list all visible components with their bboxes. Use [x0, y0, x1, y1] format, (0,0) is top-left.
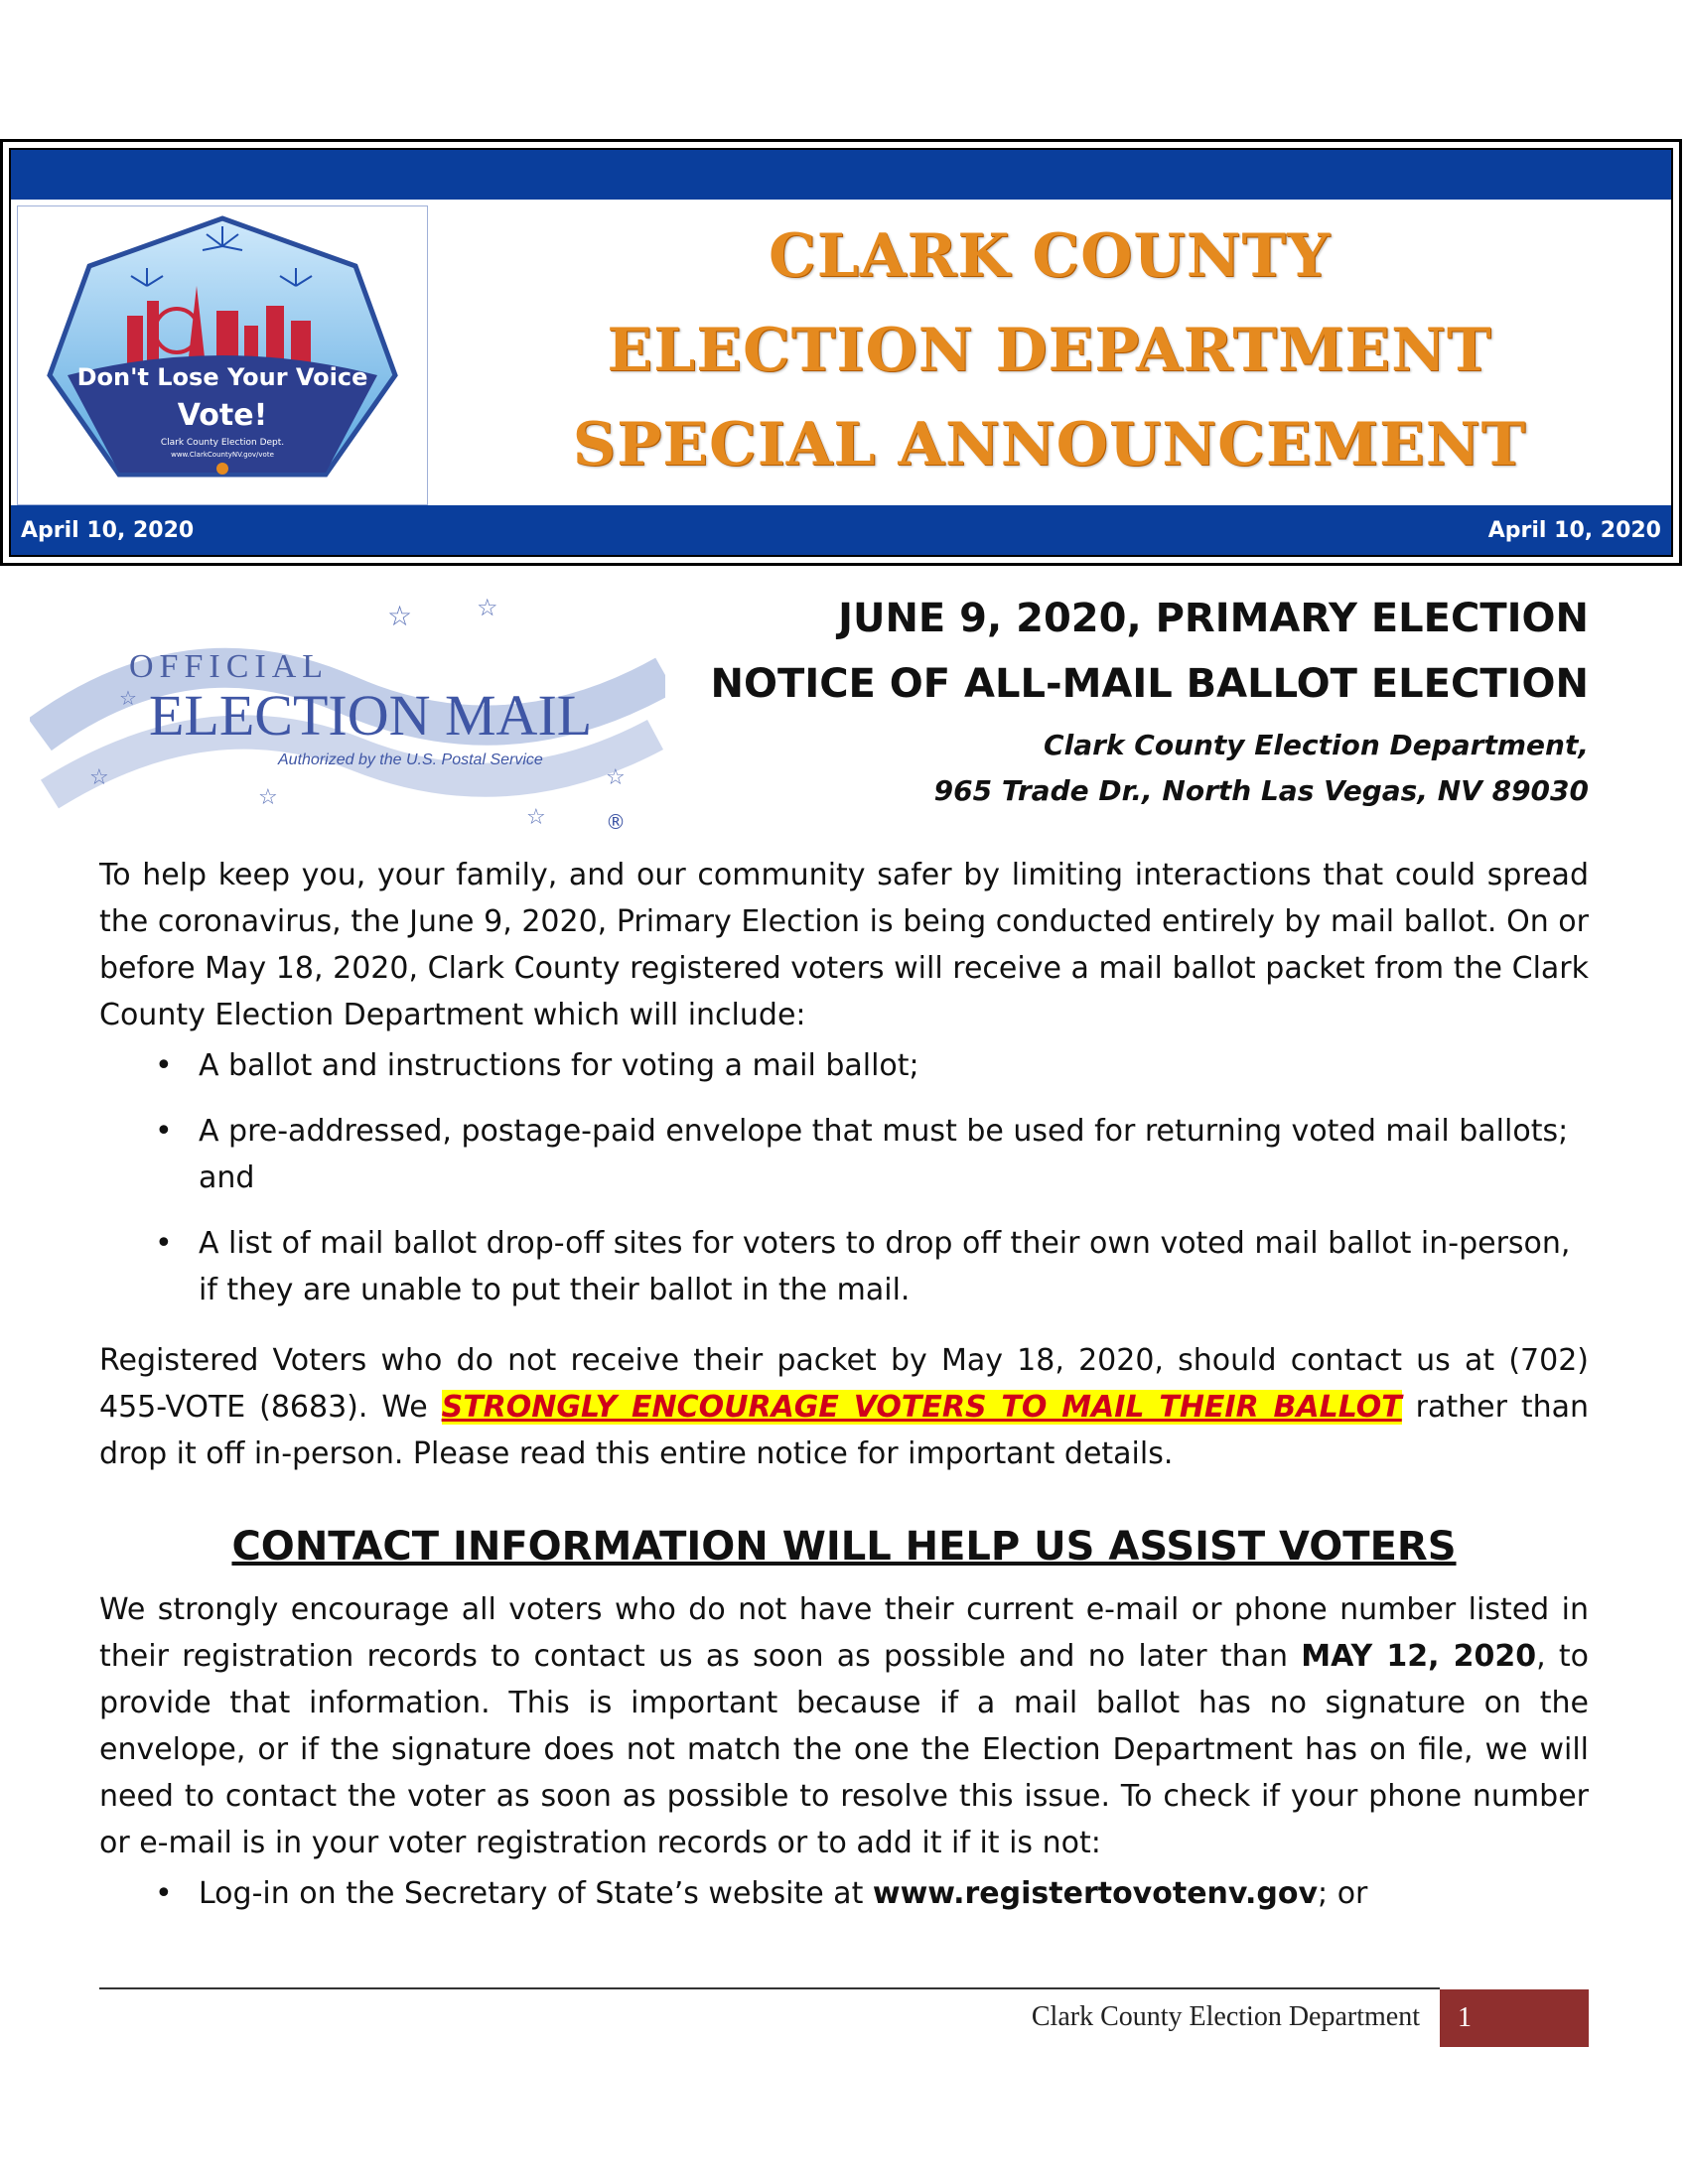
address-line-2: 965 Trade Dr., North Las Vegas, NV 89030 [933, 774, 1589, 807]
registered-mark: ® [606, 810, 626, 834]
election-mail-graphic [30, 586, 665, 854]
announcement-title [438, 209, 1661, 492]
vote-logo [17, 205, 428, 505]
list-item [199, 1870, 1589, 1917]
banner-date-bar [11, 505, 1671, 555]
update-methods-list [99, 1870, 1589, 1917]
footer-divider [99, 1987, 1440, 1989]
date-right: April 10, 2020 [1487, 517, 1661, 543]
logo-slogan-line2: Vote! [177, 398, 268, 433]
banner-top-bar [11, 150, 1671, 200]
seal-icon [216, 463, 228, 475]
svg-text:☆: ☆ [89, 765, 109, 790]
header-banner-inner [9, 148, 1673, 557]
svg-text:☆: ☆ [119, 686, 137, 710]
contact-text-end: rather than drop it off in-person. Please read this entire notice for important details. [99, 1390, 1590, 1471]
packet-contents-list [99, 1042, 1589, 1313]
svg-text:☆: ☆ [258, 785, 278, 810]
svg-text:☆: ☆ [526, 805, 546, 830]
vote-logo-graphic [18, 206, 427, 504]
mail-logo-authorized: Authorized by the U.S. Postal Service [278, 751, 543, 768]
page-number: 1 [1458, 2002, 1472, 2033]
title-line-2: ELECTION DEPARTMENT [607, 316, 1492, 385]
title-line-1: CLARK COUNTY [768, 221, 1332, 291]
official-election-mail-logo [30, 586, 665, 854]
list-item: • A ballot and instructions for voting a mail ballot; [199, 1042, 1589, 1089]
heading-primary-election: JUNE 9, 2020, PRIMARY ELECTION [838, 596, 1589, 641]
header-banner [0, 139, 1682, 566]
svg-text:☆: ☆ [387, 600, 413, 632]
address-line-1: Clark County Election Department, [1044, 729, 1589, 761]
svg-text:☆: ☆ [606, 765, 626, 790]
notice-body [99, 852, 1589, 1936]
date-left: April 10, 2020 [21, 517, 195, 543]
logo-slogan-line1: Don't Lose Your Voice [76, 363, 368, 391]
svg-text:☆: ☆ [477, 594, 498, 621]
sos-website-link[interactable]: www.registertovotenv.gov [872, 1876, 1319, 1911]
contact-text-start: Registered Voters who do not receive their packet by May 18, 2020, should contact us at (702) 455-VOTE (8683). We [99, 1343, 1589, 1425]
login-text: Log-in on the Secretary of State’s website at [199, 1876, 873, 1911]
list-item: • A pre-addressed, postage-paid envelope that must be used for returning voted mail ballots; and [199, 1108, 1589, 1201]
contact-info-end: , to provide that information. This is important because if a mail ballot has no signature on the envelope, or if the signature does not match the one the Election Department has on file, we will need to contact the voter as soon as possible to resolve this issue. To check if your phone number or e-mail is in your voter registration records or to add it if it is not: [99, 1639, 1589, 1860]
contact-paragraph [99, 1337, 1589, 1477]
title-line-3: SPECIAL ANNOUNCEMENT [572, 410, 1527, 479]
intro-paragraph: To help keep you, your family, and our community safer by limiting interactions that could spread the coronavirus, the June 9, 2020, Primary Election is being conducted entirely by mail ballot. On or before May 18, 2020, Clark County registered voters will receive a mail ballot packet from the Clark County Election Department which will include: [99, 858, 1589, 1032]
mail-logo-official: OFFICIAL [129, 648, 330, 685]
mail-logo-title: ELECTION MAIL [149, 683, 593, 748]
list-item: • A list of mail ballot drop-off sites for voters to drop off their own voted mail ballot in-person, if they are unable to put their ballot in the mail. [199, 1220, 1589, 1313]
logo-dept: Clark County Election Dept. [160, 438, 285, 448]
contact-info-start: We strongly encourage all voters who do not have their current e-mail or phone number listed in their registration records to contact us as soon as possible and no later than [99, 1592, 1589, 1674]
page-number-box [1440, 1989, 1589, 2047]
contact-info-paragraph [99, 1586, 1589, 1866]
strongly-encourage-highlight: STRONGLY ENCOURAGE VOTERS TO MAIL THEIR BALLOT [441, 1390, 1402, 1425]
login-text-end: ; or [1318, 1876, 1368, 1911]
deadline-date: MAY 12, 2020 [1301, 1639, 1537, 1674]
notice-heading [635, 586, 1589, 814]
section-title-contact: CONTACT INFORMATION WILL HELP US ASSIST VOTERS [231, 1524, 1457, 1570]
footer-department: Clark County Election Department [1031, 2001, 1420, 2032]
logo-url: www.ClarkCountyNV.gov/vote [171, 451, 274, 459]
heading-all-mail: NOTICE OF ALL-MAIL BALLOT ELECTION [710, 661, 1589, 707]
